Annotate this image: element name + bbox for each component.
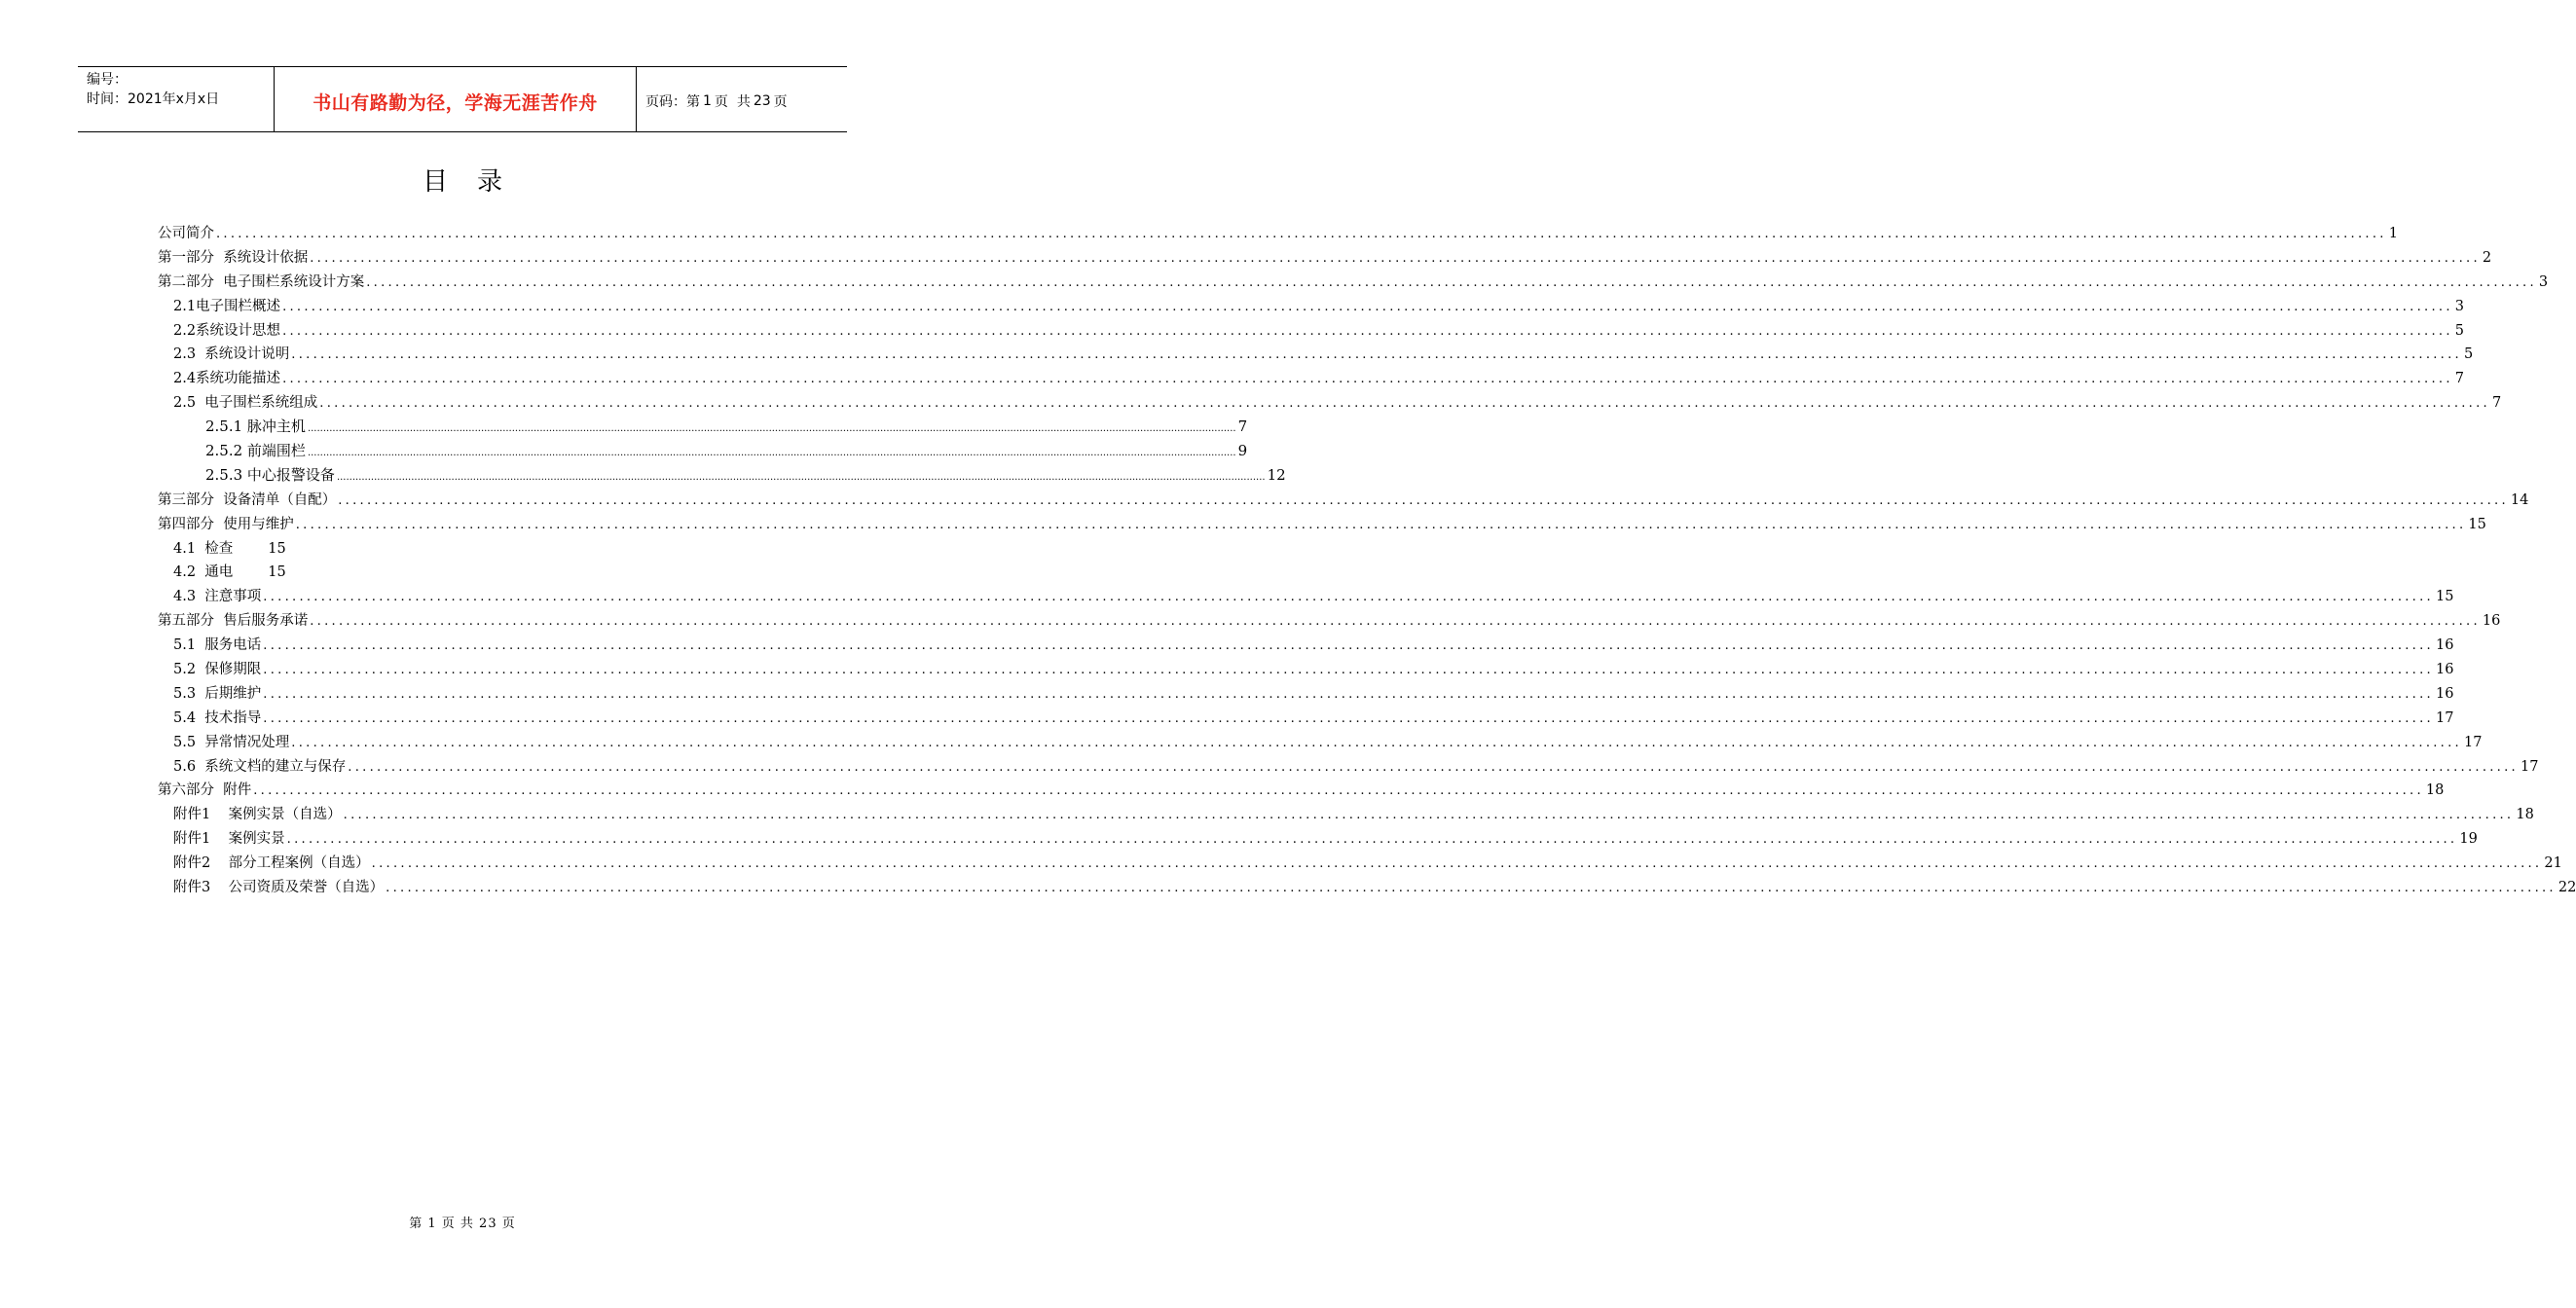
toc-entry[interactable] bbox=[158, 367, 2464, 391]
toc-dot-leader: ............................................................................................................................................................................................................................................................................................................ bbox=[263, 710, 2434, 726]
toc-entry[interactable] bbox=[158, 222, 2398, 246]
toc-entry-page: 14 bbox=[2510, 491, 2529, 508]
header-motto-cell bbox=[275, 67, 637, 131]
toc-entry-label: 5.6 系统文档的建立与保存 bbox=[173, 758, 347, 775]
page-info-suffix: 页 bbox=[773, 94, 788, 110]
toc-dot-leader: ............................................................................................................................................................................................................................................................................................................ bbox=[253, 783, 2424, 799]
toc-dot-leader: ............................................................................................................................................................................................................................................................................................................ bbox=[282, 372, 2453, 387]
toc-dot-leader: ............................................................................................................................................................................................................................................................................................................ bbox=[310, 614, 2481, 630]
toc-entry[interactable] bbox=[158, 561, 785, 585]
toc-entry-page: 2 bbox=[2482, 249, 2492, 266]
toc-entry-page: 15 bbox=[2468, 516, 2486, 532]
toc-entry-page: 3 bbox=[2538, 273, 2549, 290]
page-info-mid: 页 共 bbox=[714, 94, 751, 110]
toc-entry-label: 2.1电子围栏概述 bbox=[173, 298, 281, 314]
toc-entry-label: 第三部分 设备清单（自配） bbox=[158, 491, 337, 508]
toc-entry-page: 5 bbox=[2454, 322, 2464, 339]
toc-entry-label: 4.1 检查 bbox=[173, 540, 234, 557]
toc-entry[interactable] bbox=[158, 731, 2483, 755]
toc-entry[interactable] bbox=[158, 876, 2576, 900]
toc-entry-label: 5.4 技术指导 bbox=[173, 709, 262, 726]
toc-entry-label: 2.5 电子围栏系统组成 bbox=[173, 395, 318, 412]
toc-dot-leader: ............................................................................................................................................................................................................................................................................................................ bbox=[310, 250, 2481, 266]
toc-entry-page: 16 bbox=[2435, 662, 2454, 678]
toc-dot-leader: ............................................................................................................................................................................................................................................................................................................ bbox=[282, 299, 2453, 314]
toc-dot-leader: ............................................................................................................................................................................................................................................................................................................ bbox=[343, 808, 2515, 823]
toc-entry[interactable] bbox=[158, 609, 2501, 634]
toc-entry-page: 18 bbox=[2516, 807, 2534, 823]
toc-entry-page: 16 bbox=[2435, 685, 2454, 702]
page-info-total: 23 bbox=[753, 93, 771, 109]
toc-entry-page: 12 bbox=[1267, 465, 1286, 484]
toc-entry-page: 18 bbox=[2425, 782, 2445, 799]
toc-dot-leader: ............................................................................................................................................................................................................................................................................................................ bbox=[286, 832, 2458, 848]
toc-entry[interactable] bbox=[158, 343, 2474, 367]
toc-entry[interactable] bbox=[158, 464, 1286, 489]
toc-entry-page: 7 bbox=[1237, 418, 1248, 436]
page-info-prefix: 页码：第 bbox=[645, 94, 700, 110]
page-title: 目录 bbox=[422, 167, 532, 197]
toc-entry-label: 第五部分 售后服务承诺 bbox=[158, 613, 309, 630]
toc-dot-leader: ............................................................................................................................................................................................................................................................................................................ bbox=[338, 492, 2509, 508]
toc-entry-page: 15 bbox=[268, 540, 286, 557]
toc-entry-label: 5.3 后期维护 bbox=[173, 685, 262, 702]
toc-entry-label: 附件1 案例实景 bbox=[173, 831, 285, 848]
toc-dot-leader: ............................................................................................................................................................................................................................................................................................................ bbox=[307, 423, 1236, 435]
toc-entry[interactable] bbox=[158, 779, 2445, 803]
header-page-cell bbox=[637, 67, 847, 131]
toc-entry-label: 2.4系统功能描述 bbox=[173, 371, 281, 387]
toc-entry-label: 2.2系统设计思想 bbox=[173, 322, 281, 339]
time-label: 时间：2021年x月x日 bbox=[87, 91, 220, 107]
toc-entry[interactable] bbox=[158, 271, 2549, 295]
toc-entry-label: 第二部分 电子围栏系统设计方案 bbox=[158, 273, 365, 290]
toc-entry-label: 2.3 系统设计说明 bbox=[173, 346, 290, 363]
toc-entry[interactable] bbox=[158, 827, 2478, 852]
toc-entry-label: 第四部分 使用与维护 bbox=[158, 516, 294, 532]
page-footer: 第 1 页 共 23 页 bbox=[409, 1217, 516, 1231]
toc-entry-label: 4.2 通电 bbox=[173, 564, 234, 581]
toc-dot-leader: ............................................................................................................................................................................................................................................................................................................ bbox=[307, 448, 1236, 459]
toc-entry-page: 17 bbox=[2520, 758, 2539, 775]
toc-dot-leader: ............................................................................................................................................................................................................................................................................................................ bbox=[263, 663, 2434, 678]
toc-entry-label: 4.3 注意事项 bbox=[173, 589, 262, 605]
toc-entry[interactable] bbox=[158, 246, 2492, 271]
toc-dot-leader: ............................................................................................................................................................................................................................................................................................................ bbox=[291, 347, 2462, 363]
toc-entry-page: 15 bbox=[268, 564, 286, 581]
toc-entry-label: 2.5.3 中心报警设备 bbox=[205, 465, 335, 484]
toc-entry[interactable] bbox=[158, 852, 2562, 876]
toc-dot-leader: ............................................................................................................................................................................................................................................................................................................ bbox=[295, 517, 2467, 532]
table-of-contents bbox=[158, 222, 2576, 900]
toc-entry[interactable] bbox=[158, 803, 2534, 827]
toc-dot-leader: ............................................................................................................................................................................................................................................................................................................ bbox=[336, 471, 1266, 483]
toc-entry-page: 5 bbox=[2463, 346, 2474, 363]
toc-entry[interactable] bbox=[158, 416, 1248, 440]
page-header bbox=[78, 66, 847, 132]
toc-entry[interactable] bbox=[158, 440, 1248, 464]
toc-entry[interactable] bbox=[158, 755, 2539, 780]
toc-dot-leader: ............................................................................................................................................................................................................................................................................................................ bbox=[319, 396, 2490, 412]
toc-entry-label: 5.1 服务电话 bbox=[173, 637, 262, 654]
toc-entry[interactable] bbox=[158, 537, 785, 562]
toc-entry-label: 第一部分 系统设计依据 bbox=[158, 249, 309, 266]
toc-entry-label: 2.5.2 前端围栏 bbox=[205, 442, 306, 460]
toc-entry-page: 9 bbox=[1237, 442, 1248, 460]
toc-dot-leader: ............................................................................................................................................................................................................................................................................................................ bbox=[386, 881, 2557, 896]
toc-dot-leader: ............................................................................................................................................................................................................................................................................................................ bbox=[371, 856, 2543, 872]
toc-dot-leader: ............................................................................................................................................................................................................................................................................................................ bbox=[366, 274, 2537, 290]
toc-entry-page: 15 bbox=[2435, 589, 2454, 605]
toc-entry-page: 16 bbox=[2482, 613, 2501, 630]
toc-entry-label: 第六部分 附件 bbox=[158, 782, 252, 799]
motto-text: 书山有路勤为径，学海无涯苦作舟 bbox=[313, 91, 598, 114]
toc-entry-page: 16 bbox=[2435, 637, 2454, 654]
toc-entry[interactable] bbox=[158, 319, 2464, 344]
toc-entry[interactable] bbox=[158, 295, 2464, 319]
toc-entry[interactable] bbox=[158, 682, 2454, 707]
toc-entry-page: 7 bbox=[2454, 371, 2464, 387]
number-label: 编号： bbox=[87, 72, 128, 88]
page-info-current: 1 bbox=[703, 93, 712, 109]
toc-entry-page: 21 bbox=[2544, 855, 2562, 872]
toc-dot-leader: ............................................................................................................................................................................................................................................................................................................ bbox=[282, 323, 2453, 339]
toc-entry-page: 17 bbox=[2463, 734, 2483, 750]
toc-dot-leader: ............................................................................................................................................................................................................................................................................................................ bbox=[263, 638, 2434, 654]
toc-entry-label: 2.5.1 脉冲主机 bbox=[205, 418, 306, 436]
toc-entry-label: 公司简介 bbox=[158, 226, 214, 241]
toc-entry-page: 22 bbox=[2558, 880, 2576, 896]
toc-entry[interactable] bbox=[158, 489, 2529, 513]
header-meta-cell bbox=[78, 67, 275, 131]
toc-dot-leader: ............................................................................................................................................................................................................................................................................................................ bbox=[291, 735, 2462, 750]
toc-entry-label: 5.5 异常情况处理 bbox=[173, 734, 290, 750]
toc-entry[interactable] bbox=[158, 585, 2454, 609]
toc-dot-leader: ............................................................................................................................................................................................................................................................................................................ bbox=[348, 759, 2519, 775]
toc-entry[interactable] bbox=[158, 634, 2454, 658]
toc-entry-page: 17 bbox=[2435, 709, 2454, 726]
toc-entry-label: 5.2 保修期限 bbox=[173, 662, 262, 678]
toc-entry[interactable] bbox=[158, 513, 2486, 537]
toc-entry-label: 附件1 案例实景（自选） bbox=[173, 807, 342, 823]
toc-entry-page: 19 bbox=[2459, 831, 2478, 848]
toc-entry-page: 3 bbox=[2454, 298, 2464, 314]
toc-dot-leader: ............................................................................................................................................................................................................................................................................................................ bbox=[263, 686, 2434, 702]
toc-entry-page: 1 bbox=[2388, 226, 2398, 241]
toc-entry[interactable] bbox=[158, 658, 2454, 682]
toc-entry-page: 7 bbox=[2491, 395, 2502, 412]
toc-entry[interactable] bbox=[158, 707, 2454, 731]
toc-dot-leader: ............................................................................................................................................................................................................................................................................................................ bbox=[263, 590, 2434, 605]
toc-entry[interactable] bbox=[158, 391, 2502, 416]
toc-entry-label: 附件3 公司资质及荣誉（自选） bbox=[173, 880, 385, 896]
toc-dot-leader: ............................................................................................................................................................................................................................................................................................................ bbox=[216, 227, 2387, 241]
toc-entry-label: 附件2 部分工程案例（自选） bbox=[173, 855, 370, 872]
